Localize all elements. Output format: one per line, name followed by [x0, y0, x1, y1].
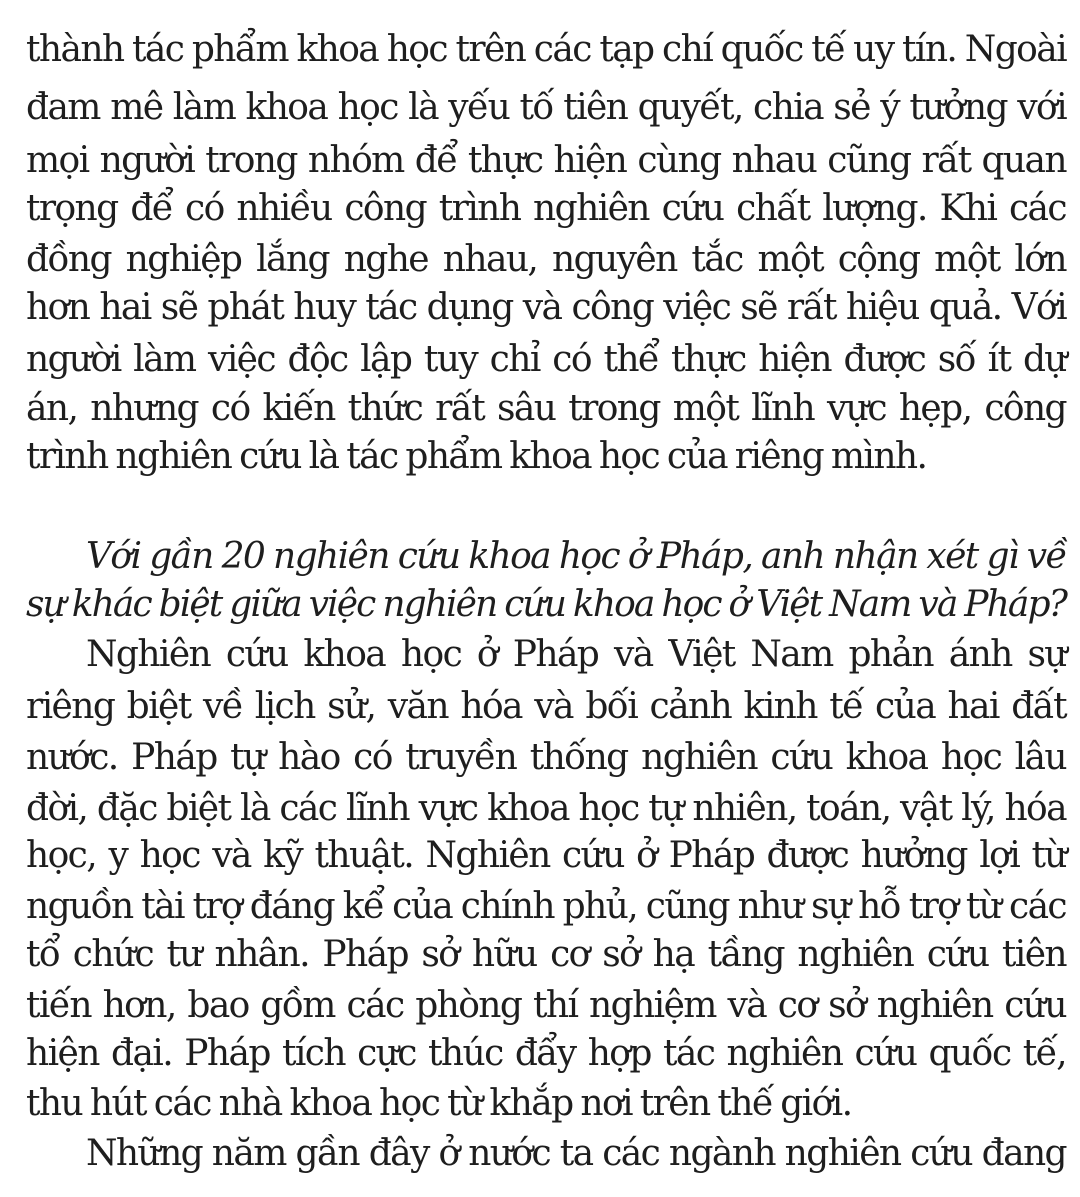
text-line: riêng biệt về lịch sử, văn hóa và bối cảnh kinh tế của hai đất: [26, 686, 1066, 727]
text-line: án, nhưng có kiến thức rất sâu trong một lĩnh vực hẹp, công: [26, 388, 1066, 429]
text-line: Nghiên cứu khoa học ở Pháp và Việt Nam phản ánh sự: [86, 634, 1066, 675]
question-line: sự khác biệt giữa việc nghiên cứu khoa học ở Việt Nam và Pháp?: [26, 584, 1066, 625]
question-line: Với gần 20 nghiên cứu khoa học ở Pháp, anh nhận xét gì về: [86, 536, 1066, 577]
text-line: thu hút các nhà khoa học từ khắp nơi trên thế giới.: [26, 1083, 852, 1124]
text-line: đồng nghiệp lắng nghe nhau, nguyên tắc một cộng một lớn: [26, 239, 1066, 280]
text-line: đời, đặc biệt là các lĩnh vực khoa học tự nhiên, toán, vật lý, hóa: [26, 788, 1066, 829]
text-line: học, y học và kỹ thuật. Nghiên cứu ở Pháp được hưởng lợi từ: [26, 835, 1066, 876]
text-line: hơn hai sẽ phát huy tác dụng và công việc sẽ rất hiệu quả. Với: [26, 287, 1066, 328]
text-line: tổ chức tư nhân. Pháp sở hữu cơ sở hạ tầng nghiên cứu tiên: [26, 934, 1066, 975]
text-line: Những năm gần đây ở nước ta các ngành nghiên cứu đang: [86, 1133, 1066, 1174]
text-line: người làm việc độc lập tuy chỉ có thể thực hiện được số ít dự: [26, 339, 1066, 380]
text-line: đam mê làm khoa học là yếu tố tiên quyết, chia sẻ ý tưởng với: [26, 87, 1066, 128]
text-line: mọi người trong nhóm để thực hiện cùng nhau cũng rất quan: [26, 140, 1066, 181]
text-line: nguồn tài trợ đáng kể của chính phủ, cũng như sự hỗ trợ từ các: [26, 886, 1066, 927]
text-line: trọng để có nhiều công trình nghiên cứu chất lượng. Khi các: [26, 188, 1066, 229]
text-line: thành tác phẩm khoa học trên các tạp chí quốc tế uy tín. Ngoài: [26, 29, 1066, 70]
text-line: hiện đại. Pháp tích cực thúc đẩy hợp tác nghiên cứu quốc tế,: [26, 1033, 1066, 1074]
text-line: tiến hơn, bao gồm các phòng thí nghiệm và cơ sở nghiên cứu: [26, 985, 1066, 1026]
text-line: nước. Pháp tự hào có truyền thống nghiên cứu khoa học lâu: [26, 737, 1066, 778]
text-line: trình nghiên cứu là tác phẩm khoa học của riêng mình.: [26, 436, 927, 477]
